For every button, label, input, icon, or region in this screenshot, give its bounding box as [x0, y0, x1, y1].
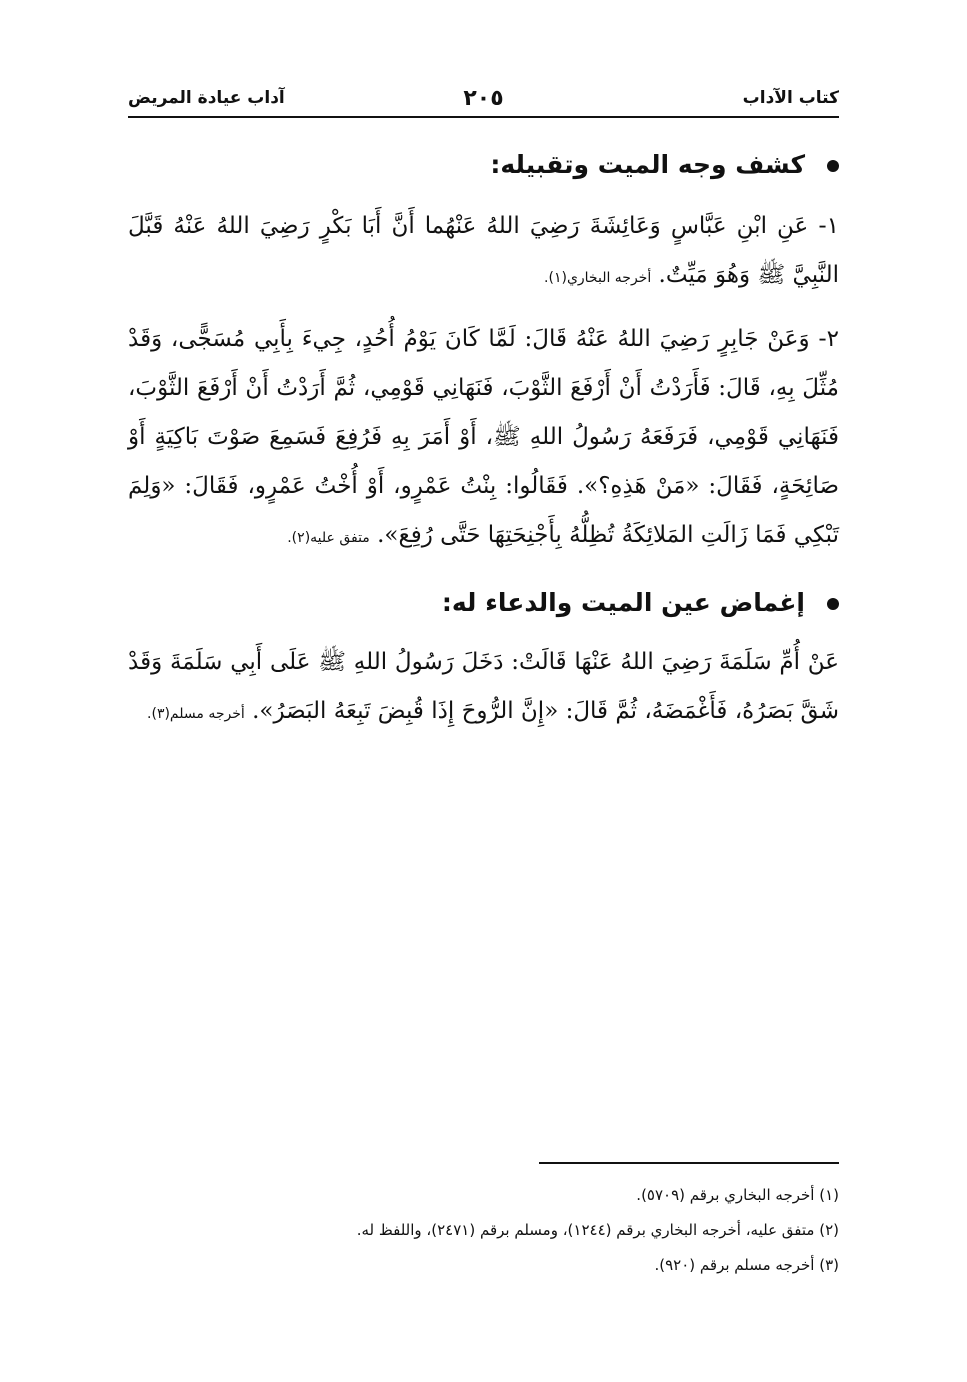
footnote-divider	[539, 1162, 839, 1164]
book-title: كتاب الآداب	[742, 88, 839, 108]
bullet-icon	[827, 598, 839, 610]
footnote: (١) أخرجه البخاري برقم (٥٧٠٩).	[636, 1186, 839, 1204]
bullet-icon	[827, 160, 839, 172]
section-heading	[128, 588, 839, 617]
source-reference: أخرجه مسلم(٣).	[147, 706, 245, 722]
chapter-title: آداب عيادة المريض	[128, 88, 285, 108]
hadith-text: عَنْ أُمِّ سَلَمَةَ رَضِيَ اللهُ عَنْهَا قَالَتْ: دَخَلَ رَسُولُ اللهِ ﷺ عَلَى أَبِي سَلَمَةَ وَقَدْ شَقَّ بَصَرُهُ، فَأَغْمَضَهُ، ثُمَّ قَالَ: «إِنَّ الرُّوحَ إِذَا قُبِضَ تَبِعَهُ البَصَرُ».	[128, 649, 839, 724]
source-reference: متفق عليه(٢).	[287, 530, 370, 546]
hadith-text: وَعَنْ جَابِرٍ رَضِيَ اللهُ عَنْهُ قَالَ: لَمَّا كَانَ يَوْمُ أُحُدٍ، جِيءَ بِأَبِي مُسَجًّى، وَقَدْ مُثِّلَ بِهِ، قَالَ: فَأَرَدْتُ أَنْ أَرْفَعَ الثَّوْبَ، فَنَهَانِي قَوْمِي، ثُمَّ أَرَدْتُ أَنْ أَرْفَعَ الثَّوْبَ، فَنَهَانِي قَوْمِي، فَرَفَعَهُ رَسُولُ اللهِ ﷺ، أَوْ أَمَرَ بِهِ فَرُفِعَ فَسَمِعَ صَوْتَ بَاكِيَةٍ أَوْ صَائِحَةٍ، فَقَالَ: «مَنْ هَذِهِ؟». فَقَالُوا: بِنْتُ عَمْرٍو، أَوْ أُخْتُ عَمْرٍو، فَقَالَ: «وَلِمَ تَبْكِي فَمَا زَالَتِ المَلائِكَةُ تُظِلُّهُ بِأَجْنِحَتِهَا حَتَّى رُفِعَ».	[128, 326, 839, 548]
footnote: (٢) متفق عليه، أخرجه البخاري برقم (١٢٤٤)، ومسلم برقم (٢٤٧١)، واللفظ له.	[356, 1221, 839, 1239]
hadith-item	[128, 638, 839, 739]
footnotes	[128, 1178, 839, 1283]
item-number: ٢-	[818, 326, 840, 352]
section-heading	[128, 150, 839, 179]
page-number: ٢٠٥	[463, 86, 504, 111]
running-header	[128, 86, 839, 118]
section-heading-text: إغماض عين الميت والدعاء له:	[441, 588, 805, 617]
hadith-text: عَنِ ابْنِ عَبَّاسٍ وَعَائِشَةَ رَضِيَ اللهُ عَنْهُما أَنَّ أَبَا بَكْرٍ رَضِيَ اللهُ عَنْهُ قَبَّلَ النَّبِيَّ ﷺ وَهُوَ مَيِّتٌ.	[128, 213, 839, 288]
hadith-item	[128, 315, 839, 563]
hadith-item	[128, 202, 839, 303]
footnote: (٣) أخرجه مسلم برقم (٩٢٠).	[654, 1256, 839, 1274]
section-heading-text: كشف وجه الميت وتقبيله:	[490, 150, 805, 179]
item-number: ١-	[818, 213, 839, 239]
source-reference: أخرجه البخاري(١).	[544, 270, 652, 286]
